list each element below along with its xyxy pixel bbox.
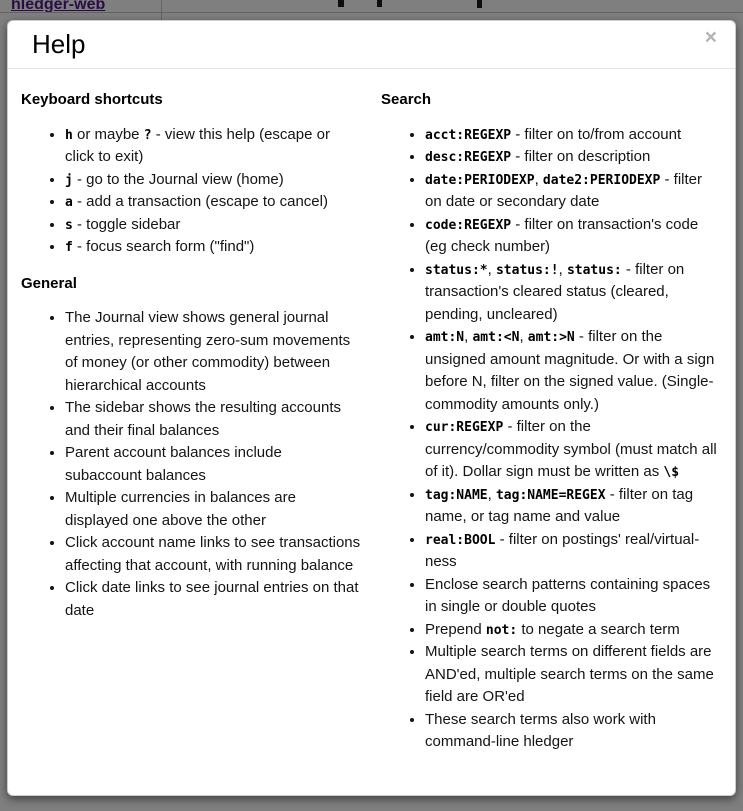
code-term: real:BOOL: [425, 532, 496, 548]
help-list-item: • acct:REGEXP - filter on to/from account: [425, 124, 722, 147]
help-list-item: • Multiple currencies in balances are displayed one above the other: [65, 487, 362, 532]
code-term: code:REGEXP: [425, 217, 512, 233]
help-list-item: • a - add a transaction (escape to cancel): [65, 191, 362, 214]
code-term: acct:REGEXP: [425, 127, 512, 143]
code-term: amt:>N: [527, 330, 575, 345]
help-list-item: • j - go to the Journal view (home): [65, 169, 362, 192]
code-term: cur:REGEXP: [425, 420, 504, 435]
help-list-item: • real:BOOL - filter on postings' real/virtual-ness: [425, 529, 722, 574]
help-list-item: • The Journal view shows general journal entries, representing zero-sum movements of money (or other commodity) between hierarchical accounts: [65, 307, 362, 397]
close-icon[interactable]: ×: [701, 23, 721, 52]
help-list-item: • amt:N, amt:<N, amt:>N - filter on the unsigned amount magnitude. Or with a sign before N, filter on the signed value. (Single-commodity amounts only.): [425, 326, 722, 416]
help-list-item: • Enclose search patterns containing spaces in single or double quotes: [425, 574, 722, 619]
section-heading: General: [21, 274, 77, 292]
code-term: amt:N: [425, 330, 465, 345]
code-term: tag:NAME=REGEX: [495, 487, 606, 503]
code-term: date2:PERIODEXP: [542, 172, 661, 188]
help-column-right: [375, 89, 722, 766]
code-term: a: [65, 195, 73, 210]
help-list-item: • These search terms also work with command-line hledger: [425, 709, 722, 754]
code-term: status:*: [425, 262, 488, 278]
help-list-item: • Parent account balances include subaccount balances: [65, 442, 362, 487]
help-list: [381, 124, 722, 754]
code-term: s: [65, 217, 73, 233]
help-list-item: • desc:REGEXP - filter on description: [425, 146, 722, 169]
code-term: ?: [143, 127, 152, 143]
section-heading: Search: [381, 91, 432, 108]
code-term: status:!: [495, 262, 559, 278]
code-term: desc:REGEXP: [425, 150, 512, 165]
code-term: date:PERIODEXP: [425, 172, 535, 188]
help-list: [21, 124, 362, 259]
help-modal: [7, 20, 736, 796]
code-term: tag:NAME: [425, 487, 488, 503]
modal-body: [8, 69, 735, 786]
help-list-item: • date:PERIODEXP, date2:PERIODEXP - filter on date or secondary date: [425, 169, 722, 214]
modal-header: [8, 21, 735, 69]
help-list-item: • The sidebar shows the resulting accounts and their final balances: [65, 397, 362, 442]
code-term: amt:<N: [472, 330, 520, 345]
help-list-item: • Multiple search terms on different fields are AND'ed, multiple search terms on the same field are OR'ed: [425, 641, 722, 709]
help-list-item: • Click account name links to see transactions affecting that account, with running balance: [65, 532, 362, 577]
code-term: status:: [566, 262, 622, 278]
section-heading: Keyboard shortcuts: [21, 91, 163, 108]
help-list-item: • s - toggle sidebar: [65, 214, 362, 237]
help-list-item: • tag:NAME, tag:NAME=REGEX - filter on tag name, or tag name and value: [425, 484, 722, 529]
modal-title: Help: [32, 29, 86, 59]
help-list: [21, 307, 362, 622]
help-list-item: • cur:REGEXP - filter on the currency/commodity symbol (must match all of it). Dollar sign must be written as \$: [425, 416, 722, 484]
help-list-item: • status:*, status:!, status: - filter on transaction's cleared status (cleared, pending, uncleared): [425, 259, 722, 327]
code-term: f: [65, 240, 73, 255]
help-list-item: • Click date links to see journal entries on that date: [65, 577, 362, 622]
help-list-item: • code:REGEXP - filter on transaction's code (eg check number): [425, 214, 722, 259]
help-list-item: • f - focus search form ("find"): [65, 236, 362, 259]
help-list-item: • Prepend not: to negate a search term: [425, 619, 722, 642]
help-list-item: • h or maybe ? - view this help (escape or click to exit): [65, 124, 362, 169]
code-term: j: [65, 172, 73, 188]
help-column-left: [21, 89, 362, 766]
code-term: \$: [663, 465, 680, 480]
code-term: h: [65, 127, 73, 143]
code-term: not:: [485, 622, 518, 638]
